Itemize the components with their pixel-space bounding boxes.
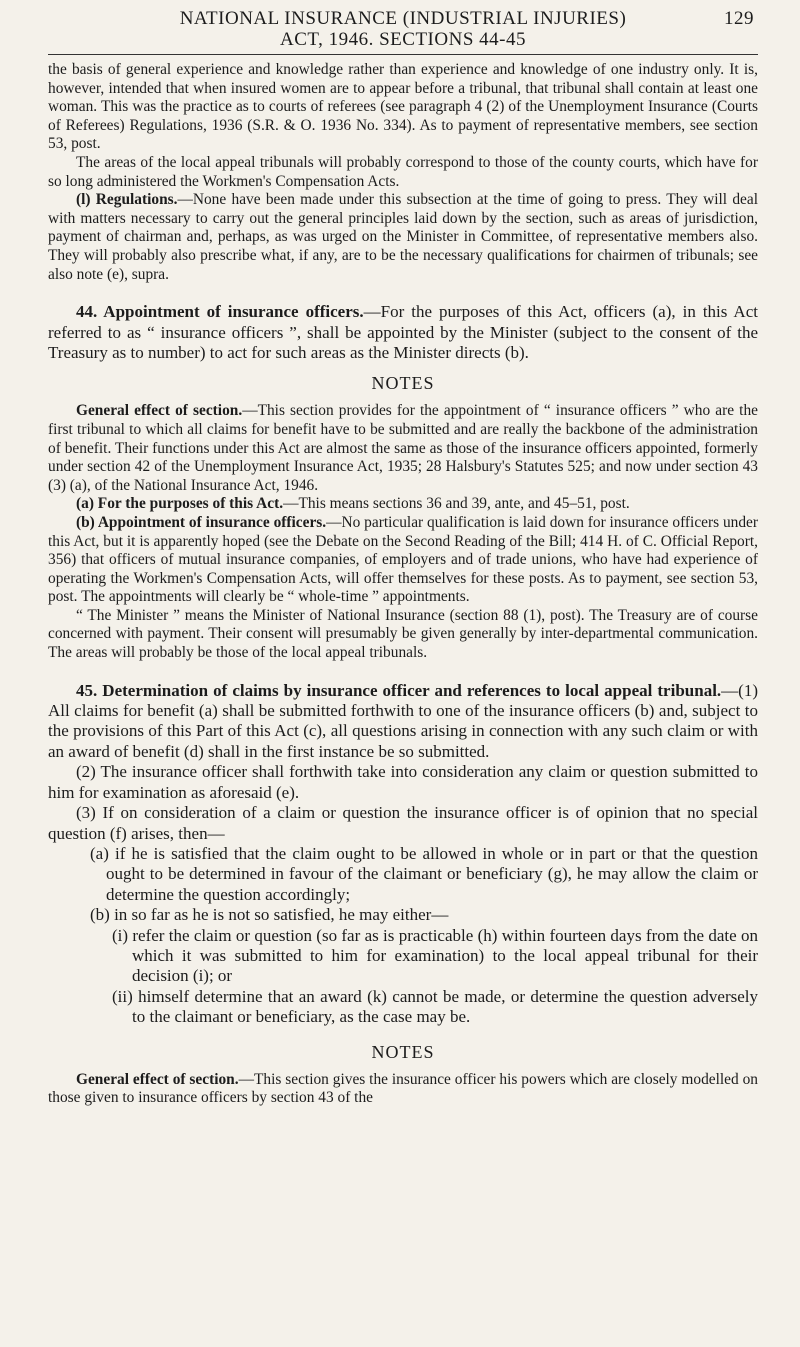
running-subtitle: ACT, 1946. SECTIONS 44-45	[280, 29, 526, 50]
page-number: 129	[724, 8, 754, 29]
section-heading: 45. Determination of claims by insurance officer and references to local appeal tribunal.	[76, 680, 722, 700]
note-paragraph	[48, 402, 758, 495]
paragraph-b: (b) in so far as he is not so satisfied, he may either—	[90, 905, 449, 925]
running-header	[48, 8, 758, 50]
header-rule	[48, 54, 758, 55]
note-paragraph	[48, 1071, 758, 1108]
note-paragraph: the basis of general experience and knowledge rather than experience and knowledge of one industry only. It is, however, intended that when insured women are to appear before a tribunal, that tribunal shall contain at least one woman. This was the practice as to courts of referees (see paragraph 4 (2) of the Unemployment Insurance (Courts of Referees) Regulations, 1936 (S.R. & O. 1936 No. 334). As to payment of representative members, see section 53, post.	[48, 61, 758, 153]
section-text: —For the purposes of this Act, officers (a), in this Act referred to as “ insurance officers ”, shall be appointed by the Minister (subject to the consent of the Treasury as to number) to act for such areas as the Minister directs (b).	[48, 302, 758, 362]
running-title: NATIONAL INSURANCE (INDUSTRIAL INJURIES)	[179, 8, 627, 29]
note-text: —This section gives the insurance officer his powers which are closely modelled on those given to insurance officers by section 43 of the	[48, 1070, 758, 1107]
note-label: (b) Appointment of insurance officers.	[76, 513, 327, 531]
section-45	[48, 681, 758, 763]
note-paragraph	[48, 495, 758, 514]
section-text: —(1) All claims for benefit (a) shall be submitted forthwith to one of the insurance officers (b) and, subject to the provisions of this Part of this Act (c), all questions arising in connection with any such claim or with an award of benefit (d) shall in the first instance be so submitted.	[48, 680, 758, 761]
notes-heading: NOTES	[371, 373, 435, 394]
note-paragraph-regulations	[48, 191, 758, 284]
note-paragraph: The areas of the local appeal tribunals will probably correspond to those of the county courts, which have for so long administered the Workmen's Compensation Acts.	[48, 153, 758, 190]
subparagraph-i: (i) refer the claim or question (so far as is practicable (h) within fourteen days from the date on which it was submitted to him for examination) to the local appeal tribunal for their decision (i); or	[112, 925, 758, 986]
subsection: (3) If on consideration of a claim or question the insurance officer is of opinion that no special question (f) arises, then—	[48, 803, 758, 843]
note-paragraph	[48, 514, 758, 607]
note-text: —This means sections 36 and 39, ante, and 45–51, post.	[283, 495, 630, 513]
section-heading: 44. Appointment of insurance officers.	[76, 302, 364, 322]
note-label: General effect of section.	[76, 1070, 239, 1088]
subparagraph-ii: (ii) himself determine that an award (k) cannot be made, or determine the question adversely to the claimant or beneficiary, as the case may be.	[112, 986, 758, 1027]
note-label: General effect of section.	[76, 402, 243, 420]
note-text: —This section provides for the appointment of “ insurance officers ” who are the first tribunal to which all claims for benefit have to be submitted and are really the backbone of the administration of benefit. Their functions under this Act are almost the same as those of the insurance officers appointed, formerly under section 42 of the Unemployment Insurance Act, 1935; 28 Halsbury's Statutes 525; and now under section 43 (3) (a), of the National Insurance Act, 1946.	[48, 402, 758, 494]
paragraph-a: (a) if he is satisfied that the claim ought to be allowed in whole or in part or that the question ought to be determined in favour of the claimant or beneficiary (g), he may allow the claim or determine the question accordingly;	[90, 843, 758, 904]
note-label: (a) For the purposes of this Act.	[76, 495, 284, 513]
subsection: (2) The insurance officer shall forthwith take into consideration any claim or question submitted to him for examination as aforesaid (e).	[48, 762, 758, 802]
note-paragraph: “ The Minister ” means the Minister of National Insurance (section 88 (1), post). The Treasury are of course concerned with payment. Their consent will presumably be given generally by inter-departmental communication. The areas will probably be those of the local appeal tribunals.	[48, 606, 758, 662]
section-44	[48, 302, 758, 363]
notes-heading: NOTES	[371, 1041, 435, 1062]
note-text: —No particular qualification is laid down for insurance officers under this Act, but it is apparently hoped (see the Debate on the Second Reading of the Bill; 414 H. of C. Official Report, 356) that officers of mutual insurance companies, of employers and of trade unions, who have had experience of operating the Workmen's Compensation Acts, will offer themselves for these posts. As to payment, see section 53, post. The appointments will clearly be “ whole-time ” appointments.	[48, 513, 758, 606]
note-label: (l) Regulations.	[76, 191, 178, 209]
note-text: —None have been made under this subsection at the time of going to press. They will deal with matters necessary to carry out the general principles laid down by the section, such as areas of jurisdiction, payment of chairman and, perhaps, as was urged on the Minister in Committee, of representative members also. They will probably also prescribe what, if any, are to be the necessary qualifications for chairmen of tribunals; see also note (e), supra.	[48, 191, 758, 283]
